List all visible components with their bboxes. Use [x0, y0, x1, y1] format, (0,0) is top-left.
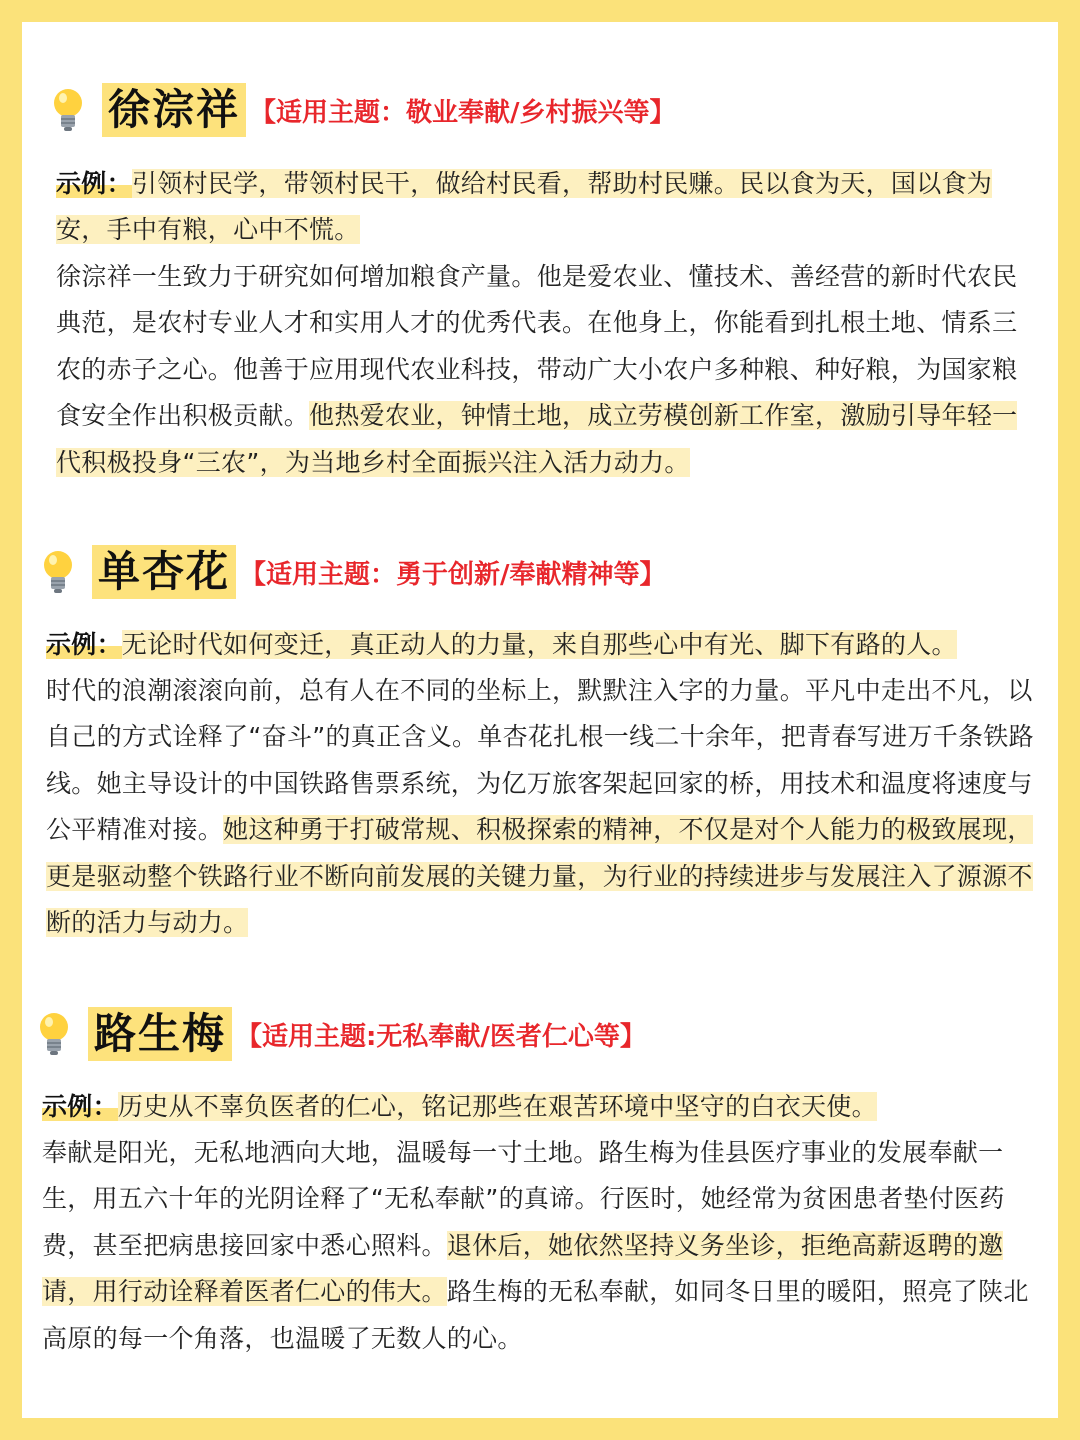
person-name: 徐淙祥 — [102, 83, 246, 137]
body-highlight: 她这种勇于打破常规、积极探索的精神，不仅是对个人能力的极致展现，更是驱动整个铁路行业不断向前发展的关键力量，为行业的持续进步与发展注入了源源不断的活力与动力。 — [46, 815, 1033, 938]
body-text: 时代的浪潮滚滚向前，总有人在不同的坐标上，默默注入字的力量。平凡中走出不凡，以自己的方式诠释了“奋斗”的真正含义。单杏花扎根一线二十余年，把青春写进万千条铁路线。她主导设计的中国铁路售票系统，为亿万旅客架起回家的桥，用技术和温度将速度与公平精准对接。 — [46, 676, 1034, 845]
example-label: 示例： — [46, 630, 122, 659]
lightbulb-icon — [32, 1009, 76, 1059]
example-label: 示例： — [56, 169, 132, 198]
theme-tag: 【适用主题:无私奉献/医者仁心等】 — [236, 1021, 646, 1052]
person-name: 路生梅 — [88, 1007, 232, 1061]
section-header — [32, 1004, 646, 1064]
lightbulb-icon — [46, 85, 90, 135]
section-header — [36, 542, 666, 602]
body-text: 徐淙祥一生致力于研究如何增加粮食产量。他是爱农业、懂技术、善经营的新时代农民典范，是农村专业人才和实用人才的优秀代表。在他身上，你能看到扎根土地、情系三农的赤子之心。他善于应用现代农业科技，带动广大小农户多种粮、种好粮，为国家粮食安全作出积极贡献。 — [56, 262, 1018, 431]
body-paragraph — [42, 1130, 1036, 1362]
theme-tag: 【适用主题：敬业奉献/乡村振兴等】 — [250, 97, 676, 128]
example-paragraph — [42, 1084, 1036, 1130]
body-text: 奉献是阳光，无私地洒向大地，温暖每一寸土地。路生梅为佳县医疗事业的发展奉献一生，用五六十年的光阴诠释了“无私奉献”的真谛。行医时，她经常为贫困患者垫付医药费，甚至把病患接回家中悉心照料。 — [42, 1138, 1005, 1260]
lightbulb-icon — [36, 547, 80, 597]
example-paragraph — [56, 161, 1036, 254]
body-paragraph — [56, 254, 1036, 486]
person-name: 单杏花 — [92, 545, 236, 599]
example-text: 历史从不辜负医者的仁心，铭记那些在艰苦环境中坚守的白衣天使。 — [117, 1092, 877, 1121]
body-highlight: 退休后，她依然坚持义务坐诊，拒绝高薪返聘的邀请，用行动诠释着医者仁心的伟大。 — [42, 1230, 1004, 1307]
content-card — [22, 22, 1058, 1418]
section-header — [46, 80, 676, 140]
body-highlight: 他热爱农业，钟情土地，成立劳模创新工作室，激励引导年轻一代积极投身“三农”，为当地乡村全面振兴注入活力动力。 — [56, 401, 1018, 477]
example-text: 引领村民学，带领村民干，做给村民看，帮助村民赚。民以食为天，国以食为安，手中有粮，心中不慌。 — [56, 169, 993, 245]
theme-tag: 【适用主题：勇于创新/奉献精神等】 — [240, 559, 666, 590]
example-text: 无论时代如何变迁，真正动人的力量，来自那些心中有光、脚下有路的人。 — [121, 630, 957, 659]
body-tail: 路生梅的无私奉献，如同冬日里的暖阳，照亮了陕北高原的每一个角落，也温暖了无数人的心。 — [42, 1277, 1029, 1353]
body-paragraph — [46, 668, 1036, 946]
example-label: 示例： — [42, 1092, 118, 1121]
example-paragraph — [46, 622, 1036, 668]
